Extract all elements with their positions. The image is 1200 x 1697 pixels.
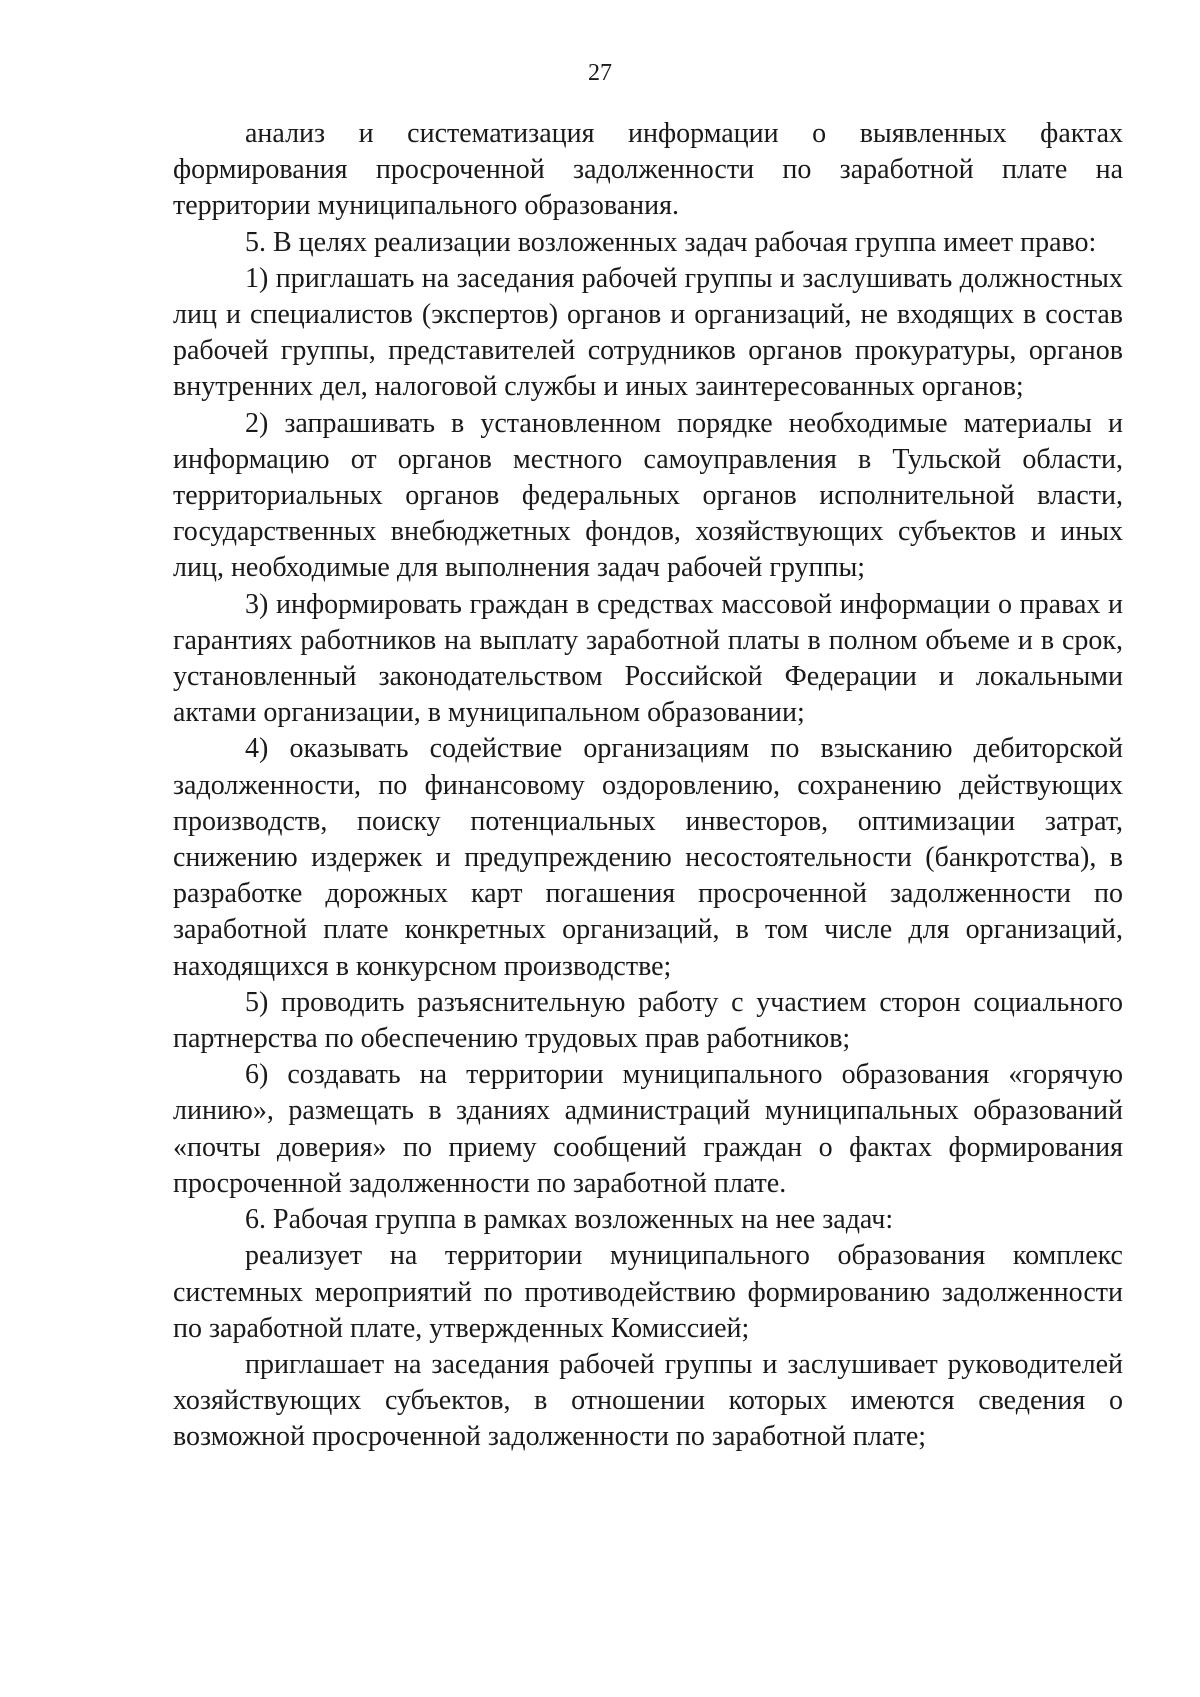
paragraph-section-6-intro: 6. Рабочая группа в рамках возложенных на нее задач: [245,1204,894,1236]
document-body [173,116,1123,1456]
paragraph-analysis: анализ и систематизация информации о выявленных фактах формирования просроченной задолженности по заработной плате на территории муниципального образования. [173,118,1123,222]
paragraph-right-3: 3) информировать граждан в средствах массовой информации о правах и гарантиях работников на выплату заработной платы в полном объеме и в срок, установленный законодательством Российской Федерации и локальными актами организации, в муниципальном образовании; [173,588,1123,729]
paragraph-duty-invites: приглашает на заседания рабочей группы и заслушивает руководителей хозяйствующих субъектов, в отношении которых имеются сведения о возможной просроченной задолженности по заработной плате; [173,1348,1123,1453]
paragraph-right-2: 2) запрашивать в установленном порядке необходимые материалы и информацию от органов местного самоуправления в Тульской области, территориальных органов федеральных органов исполнительной власти, государственных внебюджетных фондов, хозяйствующих субъектов и иных лиц, необходимые для выполнения задач рабочей группы; [173,407,1123,584]
paragraph-section-5-intro: 5. В целях реализации возложенных задач рабочая группа имеет право: [245,226,1097,258]
paragraph-right-5: 5) проводить разъяснительную работу с участием сторон социального партнерства по обеспечению трудовых прав работников; [173,986,1123,1055]
paragraph-right-4: 4) оказывать содействие организациям по взысканию дебиторской задолженности, по финансовому оздоровлению, сохранению действующих производств, поиску потенциальных инвесторов, оптимизации затрат, снижению издержек и предупреждению несостоятельности (банкротства), в разработке дорожных карт погашения просроченной задолженности по заработной плате конкретных организаций, в том числе для организаций, находящихся в конкурсном производстве; [173,733,1123,982]
paragraph-right-1: 1) приглашать на заседания рабочей группы и заслушивать должностных лиц и специалистов (экспертов) органов и организаций, не входящих в состав рабочей группы, представителей сотрудников органов прокуратуры, органов внутренних дел, налоговой службы и иных заинтересованных органов; [173,262,1123,403]
page-number: 27 [588,60,612,86]
paragraph-right-6: 6) создавать на территории муниципального образования «горячую линию», размещать в зданиях администраций муниципальных образований «почты доверия» по приему сообщений граждан о фактах формирования просроченной задолженности по заработной плате. [173,1059,1123,1199]
paragraph-duty-implements: реализует на территории муниципального образования комплекс системных мероприятий по противодействию формированию задолженности по заработной плате, утвержденных Комиссией; [173,1240,1123,1344]
